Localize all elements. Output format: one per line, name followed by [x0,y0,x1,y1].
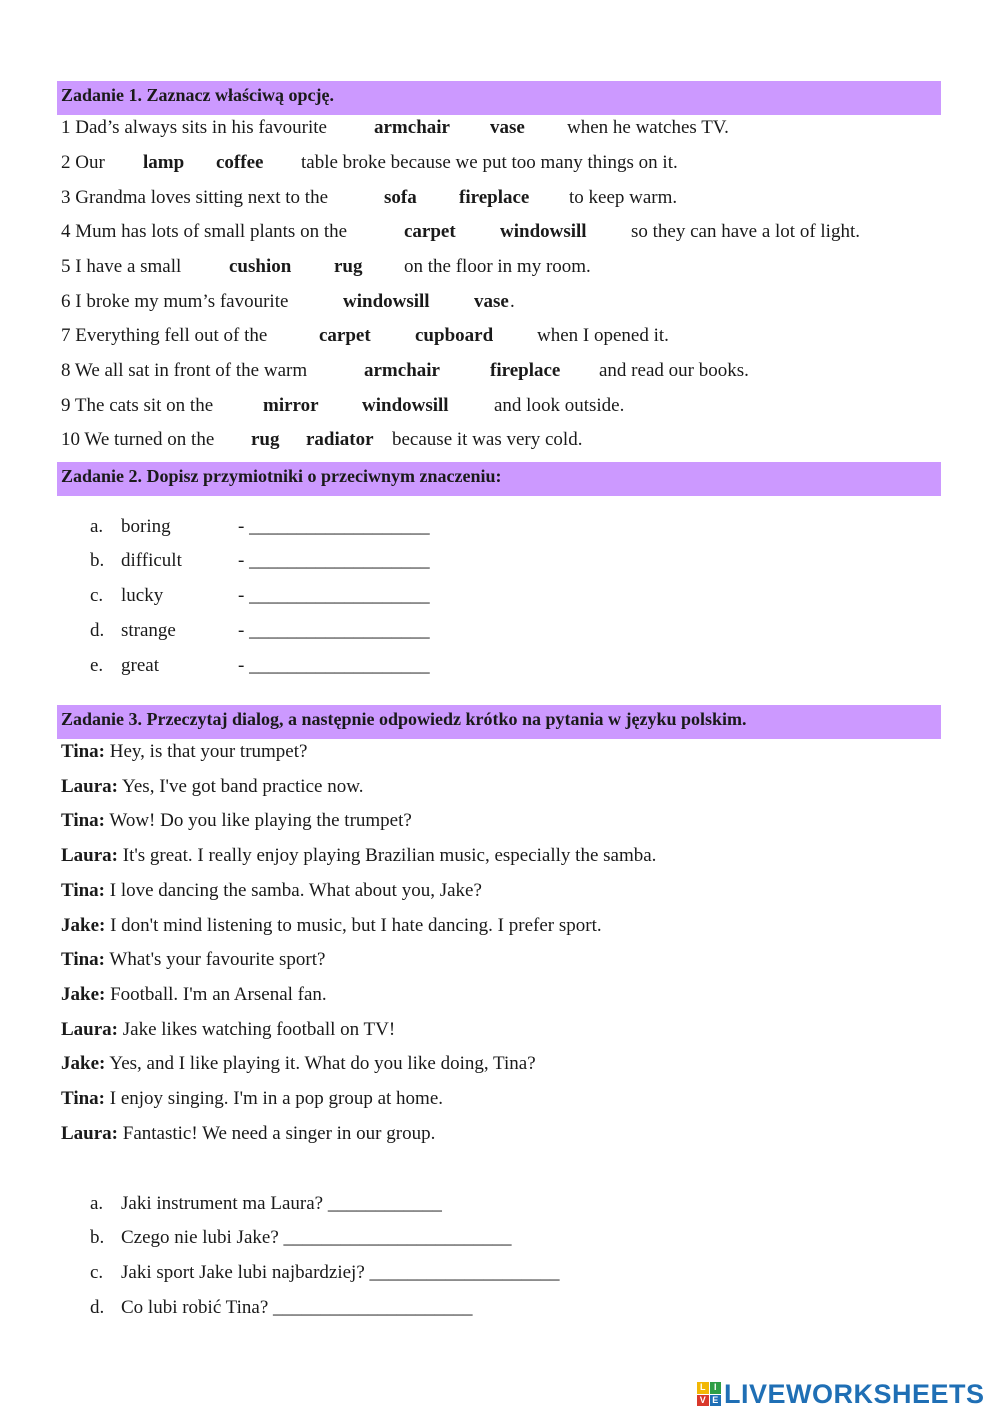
option-choice[interactable]: vase [474,291,509,312]
dialog-text: Yes, I've got band practice now. [118,776,364,797]
dialog-text: Fantastic! We need a singer in our group. [118,1123,436,1144]
dialog-text: What's your favourite sport? [105,949,326,970]
logo-text: LIVEWORKSHEETS [724,1378,985,1409]
dialog-line [61,775,363,799]
option-choice[interactable]: carpet [319,325,371,346]
dialog-text: It's great. I really enjoy playing Brazilian music, especially the samba. [118,845,657,866]
adjective: lucky [121,585,164,606]
task1-item-tail: table broke because we put too many things on it. [301,152,678,173]
speaker: Laura: [61,1019,118,1040]
option-choice[interactable]: vase [490,117,525,138]
task1-item-text: 1 Dad’s always sits in his favourite [61,117,327,138]
dialog-line [61,983,327,1007]
speaker: Laura: [61,776,118,797]
dialog-text: Jake likes watching football on TV! [118,1019,396,1040]
liveworksheets-logo-icon [697,1382,721,1406]
option-choice[interactable]: cupboard [415,325,494,346]
dialog-text: Wow! Do you like playing the trumpet? [105,810,412,831]
task1-item-text: 3 Grandma loves sitting next to the [61,187,329,208]
speaker: Laura: [61,845,118,866]
speaker: Tina: [61,810,106,831]
option-choice[interactable]: windowsill [500,221,587,242]
option-choice[interactable]: rug [251,429,280,450]
answer-blank[interactable]: - ___________________ [238,516,430,537]
logo-tile-letter: L [697,1382,709,1394]
speaker: Laura: [61,1123,118,1144]
adjective: great [121,655,159,676]
option-choice[interactable]: carpet [404,221,456,242]
answer-blank[interactable]: - ___________________ [238,585,430,606]
answer-blank[interactable]: - ___________________ [238,550,430,571]
question[interactable]: Co lubi robić Tina? _____________________ [121,1297,473,1318]
task1-item-text: 5 I have a small [61,256,182,277]
task1-item-tail: because it was very cold. [392,429,583,450]
logo-tile-letter: I [710,1382,722,1394]
option-choice[interactable]: armchair [374,117,450,138]
option-choice[interactable]: windowsill [343,291,430,312]
list-letter: c. [90,585,104,606]
dialog-line [61,844,656,868]
dialog-text: Yes, and I like playing it. What do you like doing, Tina? [105,1053,536,1074]
dialog-text: I don't mind listening to music, but I hate dancing. I prefer sport. [105,915,602,936]
speaker: Jake: [61,915,106,936]
list-letter: b. [90,550,105,571]
speaker: Tina: [61,880,106,901]
question[interactable]: Jaki instrument ma Laura? ____________ [121,1193,442,1214]
task1-item-text: 4 Mum has lots of small plants on the [61,221,348,242]
option-choice[interactable]: mirror [263,395,319,416]
task1-item-text: 7 Everything fell out of the [61,325,268,346]
task1-item-tail: . [510,291,515,312]
task1-item-text: 10 We turned on the [61,429,215,450]
task1-item-text: 2 Our [61,152,105,173]
list-letter: a. [90,516,104,537]
dialog-line [61,1122,435,1146]
dialog-line [61,1052,536,1076]
task1-item-text: 8 We all sat in front of the warm [61,360,308,381]
dialog-line [61,740,307,764]
option-choice[interactable]: sofa [384,187,417,208]
task1-header: Zadanie 1. Zaznacz właściwą opcję. [57,81,941,115]
list-letter: c. [90,1262,104,1283]
option-choice[interactable]: coffee [216,152,264,173]
option-choice[interactable]: windowsill [362,395,449,416]
option-choice[interactable]: rug [334,256,363,277]
list-letter: d. [90,1297,105,1318]
speaker: Tina: [61,1088,106,1109]
task1-item-tail: to keep warm. [569,187,678,208]
option-choice[interactable]: radiator [306,429,374,450]
question[interactable]: Jaki sport Jake lubi najbardziej? ____________________ [121,1262,560,1283]
adjective: strange [121,620,176,641]
list-letter: b. [90,1227,105,1248]
dialog-line [61,914,602,938]
dialog-line [61,1018,395,1042]
speaker: Tina: [61,741,106,762]
dialog-text: Hey, is that your trumpet? [105,741,308,762]
task1-item-tail: and look outside. [494,395,625,416]
dialog-line [61,948,325,972]
answer-blank[interactable]: - ___________________ [238,655,430,676]
option-choice[interactable]: armchair [364,360,440,381]
logo-tile-letter: E [710,1395,722,1407]
task1-item-tail: so they can have a lot of light. [631,221,860,242]
task1-item-tail: when he watches TV. [567,117,729,138]
task1-item-tail: on the floor in my room. [404,256,591,277]
list-letter: e. [90,655,104,676]
option-choice[interactable]: fireplace [490,360,561,381]
task2-header: Zadanie 2. Dopisz przymiotniki o przeciwnym znaczeniu: [57,462,941,496]
speaker: Jake: [61,984,106,1005]
dialog-line [61,1087,443,1111]
answer-blank[interactable]: - ___________________ [238,620,430,641]
liveworksheets-logo [697,1378,985,1410]
logo-tile-letter: V [697,1395,709,1407]
task1-item-text: 9 The cats sit on the [61,395,214,416]
task1-item-tail: and read our books. [599,360,749,381]
list-letter: a. [90,1193,104,1214]
task1-item-text: 6 I broke my mum’s favourite [61,291,289,312]
dialog-text: I enjoy singing. I'm in a pop group at home. [105,1088,443,1109]
dialog-text: I love dancing the samba. What about you, Jake? [105,880,482,901]
adjective: difficult [121,550,182,571]
option-choice[interactable]: fireplace [459,187,530,208]
task3-header: Zadanie 3. Przeczytaj dialog, a następnie odpowiedz krótko na pytania w języku polskim. [57,705,941,739]
adjective: boring [121,516,171,537]
option-choice[interactable]: lamp [143,152,185,173]
task1-item-tail: when I opened it. [537,325,669,346]
list-letter: d. [90,620,105,641]
dialog-text: Football. I'm an Arsenal fan. [105,984,327,1005]
dialog-line [61,809,412,833]
dialog-line [61,879,482,903]
speaker: Jake: [61,1053,106,1074]
option-choice[interactable]: cushion [229,256,292,277]
speaker: Tina: [61,949,106,970]
question[interactable]: Czego nie lubi Jake? ________________________ [121,1227,512,1248]
